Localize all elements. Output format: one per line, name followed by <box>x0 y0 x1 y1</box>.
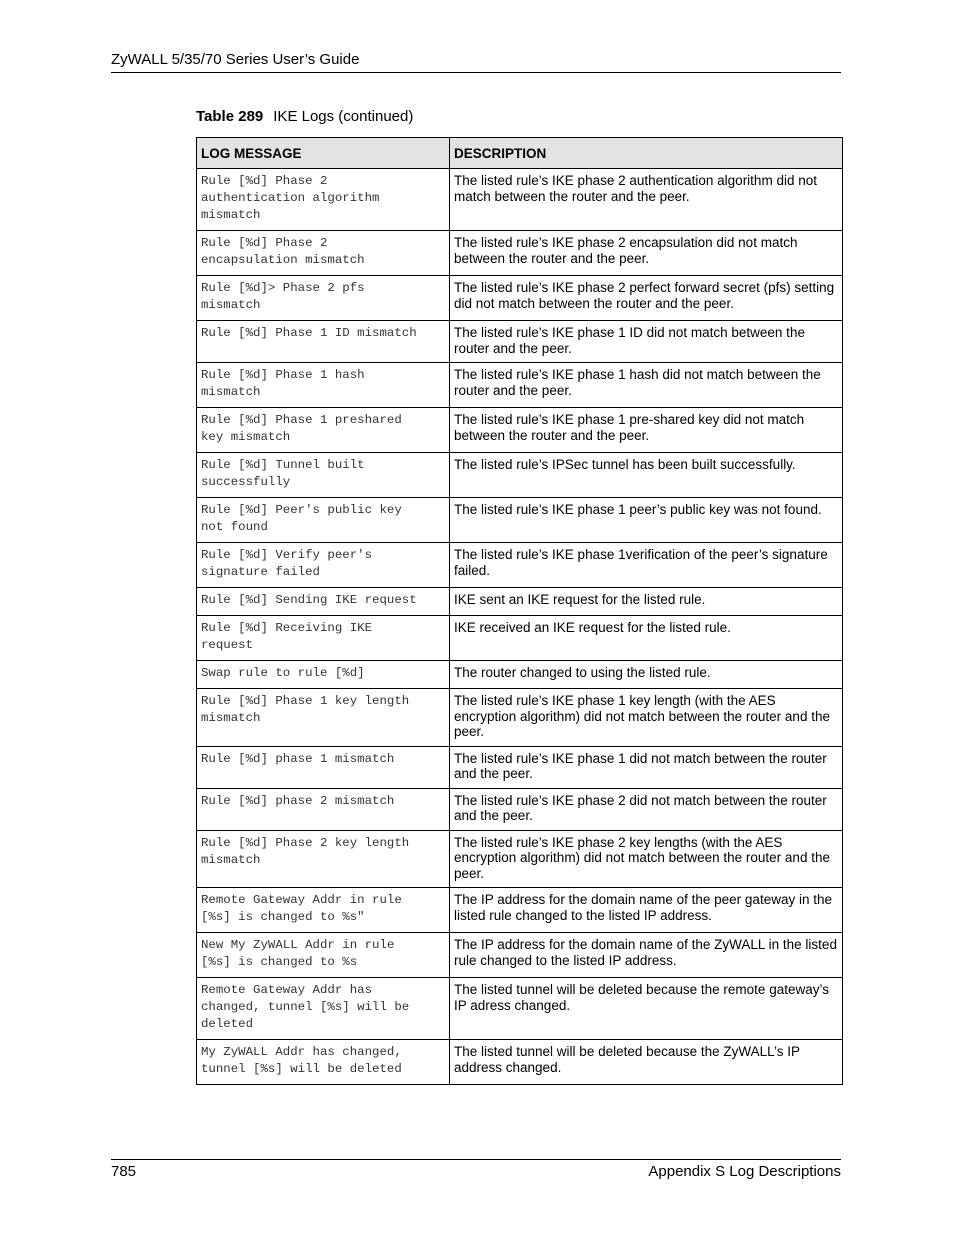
log-message-cell: Rule [%d] Phase 2 key length mismatch <box>197 830 450 888</box>
log-message-cell: Rule [%d] Phase 2 encapsulation mismatch <box>197 231 450 276</box>
description-cell: The listed tunnel will be deleted because the remote gateway’s IP adress changed. <box>450 978 843 1040</box>
log-message-cell: Rule [%d] Verify peer's signature failed <box>197 543 450 588</box>
log-message-cell: Rule [%d] Phase 1 hash mismatch <box>197 363 450 408</box>
description-cell: The listed rule’s IKE phase 1 did not match between the router and the peer. <box>450 746 843 788</box>
log-message-cell: Rule [%d]> Phase 2 pfs mismatch <box>197 276 450 321</box>
table-row <box>197 276 843 321</box>
description-cell: The listed rule’s IKE phase 1 key length (with the AES encryption algorithm) did not match between the router and the peer. <box>450 689 843 747</box>
table-header-row <box>197 138 843 169</box>
log-message-cell: Rule [%d] Phase 1 key length mismatch <box>197 689 450 747</box>
page-number: 785 <box>111 1163 137 1180</box>
description-cell: The listed rule’s IKE phase 1verification of the peer’s signature failed. <box>450 543 843 588</box>
table-row <box>197 363 843 408</box>
table-row <box>197 169 843 231</box>
ike-log-table <box>196 137 843 1085</box>
table-title: IKE Logs (continued) <box>273 108 414 125</box>
table-caption <box>196 108 413 126</box>
table-row <box>197 588 843 616</box>
table-row <box>197 933 843 978</box>
table-row <box>197 689 843 747</box>
log-message-cell: Rule [%d] phase 1 mismatch <box>197 746 450 788</box>
log-message-cell: Rule [%d] Phase 2 authentication algorithm mismatch <box>197 169 450 231</box>
description-cell: The listed rule’s IPSec tunnel has been built successfully. <box>450 453 843 498</box>
description-cell: The listed rule’s IKE phase 1 peer’s public key was not found. <box>450 498 843 543</box>
column-header-log-message: LOG MESSAGE <box>197 138 450 169</box>
log-message-cell: Remote Gateway Addr in rule [%s] is changed to %s" <box>197 888 450 933</box>
description-cell: The listed tunnel will be deleted because the ZyWALL’s IP address changed. <box>450 1040 843 1085</box>
log-message-cell: Remote Gateway Addr has changed, tunnel [%s] will be deleted <box>197 978 450 1040</box>
table-row <box>197 661 843 689</box>
table-row <box>197 746 843 788</box>
table-row <box>197 231 843 276</box>
description-cell: The listed rule’s IKE phase 1 ID did not match between the router and the peer. <box>450 321 843 363</box>
log-message-cell: Rule [%d] Phase 1 preshared key mismatch <box>197 408 450 453</box>
column-header-description: DESCRIPTION <box>450 138 843 169</box>
table-row <box>197 788 843 830</box>
description-cell: The listed rule’s IKE phase 2 key lengths (with the AES encryption algorithm) did not match between the router and the peer. <box>450 830 843 888</box>
section-title: Appendix S Log Descriptions <box>648 1163 841 1180</box>
log-message-cell: New My ZyWALL Addr in rule [%s] is changed to %s <box>197 933 450 978</box>
log-message-cell: Rule [%d] Phase 1 ID mismatch <box>197 321 450 363</box>
log-message-cell: My ZyWALL Addr has changed, tunnel [%s] will be deleted <box>197 1040 450 1085</box>
description-cell: The listed rule’s IKE phase 2 did not match between the router and the peer. <box>450 788 843 830</box>
description-cell: The listed rule’s IKE phase 2 perfect forward secret (pfs) setting did not match between the router and the peer. <box>450 276 843 321</box>
page-header <box>111 51 841 73</box>
table-number: Table 289 <box>196 108 264 125</box>
description-cell: The listed rule’s IKE phase 1 pre-shared key did not match between the router and the peer. <box>450 408 843 453</box>
table-row <box>197 498 843 543</box>
log-message-cell: Rule [%d] phase 2 mismatch <box>197 788 450 830</box>
table-row <box>197 978 843 1040</box>
log-message-cell: Swap rule to rule [%d] <box>197 661 450 689</box>
description-cell: IKE received an IKE request for the listed rule. <box>450 616 843 661</box>
log-message-cell: Rule [%d] Receiving IKE request <box>197 616 450 661</box>
page-footer <box>111 1159 841 1181</box>
description-cell: The listed rule’s IKE phase 1 hash did not match between the router and the peer. <box>450 363 843 408</box>
document-title: ZyWALL 5/35/70 Series User’s Guide <box>111 51 360 68</box>
table-row <box>197 321 843 363</box>
table-row <box>197 453 843 498</box>
log-message-cell: Rule [%d] Peer's public key not found <box>197 498 450 543</box>
table-row <box>197 616 843 661</box>
table-row <box>197 408 843 453</box>
description-cell: IKE sent an IKE request for the listed rule. <box>450 588 843 616</box>
description-cell: The IP address for the domain name of the ZyWALL in the listed rule changed to the listed IP address. <box>450 933 843 978</box>
table-row <box>197 543 843 588</box>
description-cell: The IP address for the domain name of the peer gateway in the listed rule changed to the listed IP address. <box>450 888 843 933</box>
table-row <box>197 888 843 933</box>
log-message-cell: Rule [%d] Sending IKE request <box>197 588 450 616</box>
log-message-cell: Rule [%d] Tunnel built successfully <box>197 453 450 498</box>
description-cell: The listed rule’s IKE phase 2 encapsulation did not match between the router and the peer. <box>450 231 843 276</box>
table-row <box>197 1040 843 1085</box>
description-cell: The router changed to using the listed rule. <box>450 661 843 689</box>
table-body <box>197 169 843 1085</box>
table-row <box>197 830 843 888</box>
description-cell: The listed rule’s IKE phase 2 authentication algorithm did not match between the router and the peer. <box>450 169 843 231</box>
